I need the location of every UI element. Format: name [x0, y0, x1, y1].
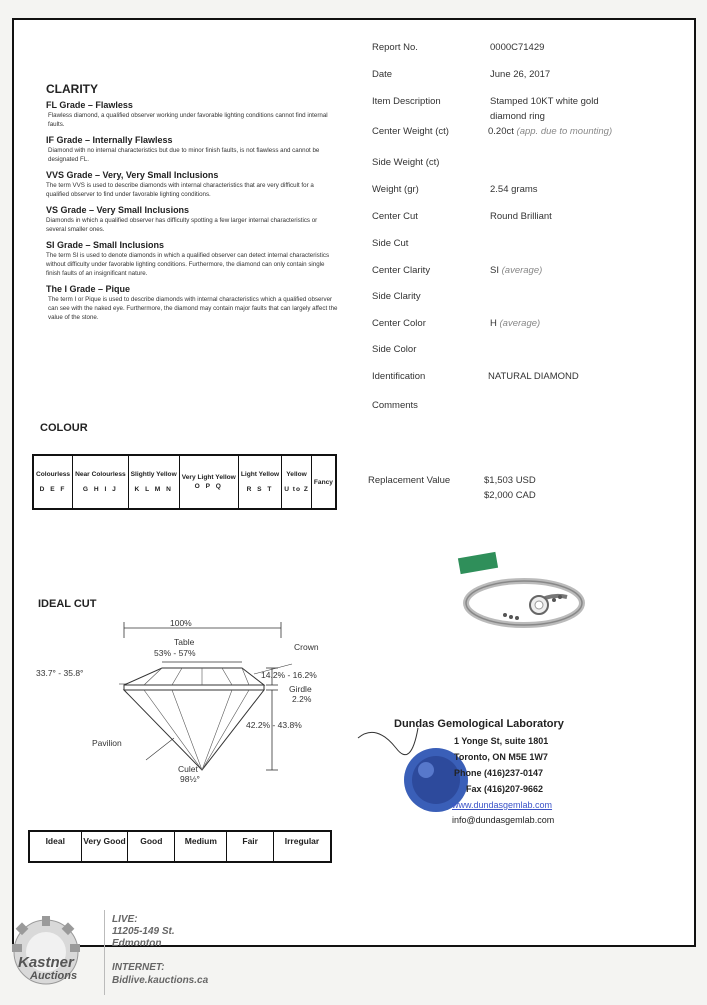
ideal-cut-heading: IDEAL CUT — [38, 598, 97, 610]
lab-address-1: 1 Yonge St, suite 1801 — [454, 736, 549, 746]
colour-heading: COLOUR — [40, 422, 88, 434]
cut-grade-very-good: Very Good — [81, 831, 128, 862]
crown-angle-label: 33.7° - 35.8° — [36, 668, 84, 678]
center-weight-note: (app. due to mounting) — [516, 126, 613, 137]
replacement-usd: $1,503 USD — [484, 475, 536, 486]
grade-si: SI Grade – Small Inclusions The term SI is used to denote diamonds in which a qualified observer can detect internal characteristics without difficulty under favorable lighting conditions. Furthermore, the diamond can only contain single finish faults of an insignificant nature. — [46, 239, 330, 277]
colour-col-6: Fancy — [311, 455, 336, 509]
lab-email: info@dundasgemlab.com — [452, 815, 555, 825]
girdle-pct-label: 2.2% — [292, 694, 312, 704]
report-no-value: 0000C71429 — [490, 42, 545, 53]
clarity-heading: CLARITY — [46, 82, 98, 96]
colour-scale-table — [32, 454, 337, 510]
auction-logo — [4, 916, 104, 1000]
lab-name: Dundas Gemological Laboratory — [394, 718, 564, 730]
center-clarity-value: SI (average) — [490, 265, 543, 276]
grade-vs: VS Grade – Very Small Inclusions Diamonds in which a qualified observer has difficulty spotting a few larger internal characteristics or several smaller ones. — [46, 204, 318, 233]
table-range-label: 53% - 57% — [154, 648, 196, 658]
center-weight-value: 0.20ct (app. due to mounting) — [488, 126, 613, 137]
side-clarity-label: Side Clarity — [372, 291, 421, 302]
width-pct-label: 100% — [170, 618, 192, 628]
culet-label: Culet — [178, 764, 198, 774]
center-color-label: Center Color — [372, 318, 426, 329]
center-color-value: H (average) — [490, 318, 541, 329]
colour-col-3: Very Light Yellow O P Q — [179, 455, 238, 509]
date-value: June 26, 2017 — [490, 69, 551, 80]
culet-angle-label: 98½° — [180, 774, 200, 784]
lab-website-link[interactable]: www.dundasgemlab.com — [452, 800, 553, 810]
colour-col-1: Near Colourless G H I J — [73, 455, 129, 509]
item-description-label: Item Description — [372, 96, 441, 107]
center-cut-label: Center Cut — [372, 211, 418, 222]
grade-if: IF Grade – Internally Flawless Diamond with no internal characteristics but due to minor finish faults, is not flawless and cannot be designated FL. — [46, 134, 320, 163]
center-cut-value: Round Brilliant — [490, 211, 552, 222]
side-weight-label: Side Weight (ct) — [372, 157, 440, 168]
live-address-1: 11205-149 St. — [112, 926, 175, 937]
report-no-label: Report No. — [372, 42, 418, 53]
live-address-2: Edmonton — [112, 938, 162, 949]
item-description-value-2: diamond ring — [490, 111, 545, 122]
identification-label: Identification — [372, 371, 426, 382]
identification-value: NATURAL DIAMOND — [488, 371, 579, 382]
replacement-cad: $2,000 CAD — [484, 490, 536, 501]
replacement-value-label: Replacement Value — [368, 475, 451, 486]
pavilion-label: Pavilion — [92, 738, 122, 748]
lab-fax: Fax (416)207-9662 — [466, 784, 544, 794]
cut-grade-medium: Medium — [175, 831, 227, 862]
colour-col-4: Light Yellow R S T — [238, 455, 281, 509]
girdle-label: Girdle — [289, 684, 312, 694]
grade-fl: FL Grade – Flawless Flawless diamond, a qualified observer working under favorable lighting conditions cannot find internal faults. — [46, 100, 328, 128]
pavilion-depth-label: 42.2% - 43.8% — [246, 720, 302, 730]
weight-gr-label: Weight (gr) — [372, 184, 419, 195]
item-description-value: Stamped 10KT white gold — [490, 96, 599, 107]
live-label: LIVE: — [112, 914, 138, 925]
auction-logo-brand-top: Kastner — [18, 954, 74, 971]
center-clarity-label: Center Clarity — [372, 265, 431, 276]
auction-logo-brand-bottom: Auctions — [30, 970, 78, 982]
crown-label: Crown — [294, 642, 319, 652]
cut-grade-good: Good — [128, 831, 175, 862]
side-color-label: Side Color — [372, 344, 417, 355]
date-label: Date — [372, 69, 393, 80]
side-cut-label: Side Cut — [372, 238, 409, 249]
internet-label: INTERNET: — [112, 962, 165, 973]
colour-col-2: Slightly Yellow K L M N — [128, 455, 179, 509]
footer-divider — [104, 910, 105, 995]
ring-photo — [439, 545, 589, 635]
colour-col-5: Yellow U to Z — [282, 455, 312, 509]
weight-gr-value: 2.54 grams — [490, 184, 538, 195]
certificate-sheet — [12, 18, 696, 947]
lab-address-2: Toronto, ON M5E 1W7 — [454, 752, 548, 762]
comments-label: Comments — [372, 400, 418, 411]
cut-grade-fair: Fair — [227, 831, 274, 862]
grade-vvs: VVS Grade – Very, Very Small Inclusions The term VVS is used to describe diamonds with internal characteristics that are very difficult for a qualified observer to find under favorable lighting conditions. — [46, 169, 314, 198]
cut-grade-ideal: Ideal — [29, 831, 81, 862]
table-label: Table — [174, 637, 195, 647]
lab-phone: Phone (416)237-0147 — [454, 768, 544, 778]
cut-grade-table — [28, 830, 332, 863]
clarity-grades — [46, 100, 338, 328]
colour-col-0: Colourless D E F — [33, 455, 73, 509]
crown-height-label: 14.2% - 16.2% — [261, 670, 317, 680]
center-weight-label: Center Weight (ct) — [372, 126, 449, 137]
cut-grade-irregular: Irregular — [273, 831, 331, 862]
grade-i: The I Grade – Pique The term I or Pique is used to describe diamonds with internal characteristics which a qualified observer can see with the naked eye. Furthermore, the diamond may contain major faults that can largely affect the value of the stone. — [46, 283, 338, 321]
internet-url[interactable]: Bidlive.kauctions.ca — [112, 975, 209, 986]
